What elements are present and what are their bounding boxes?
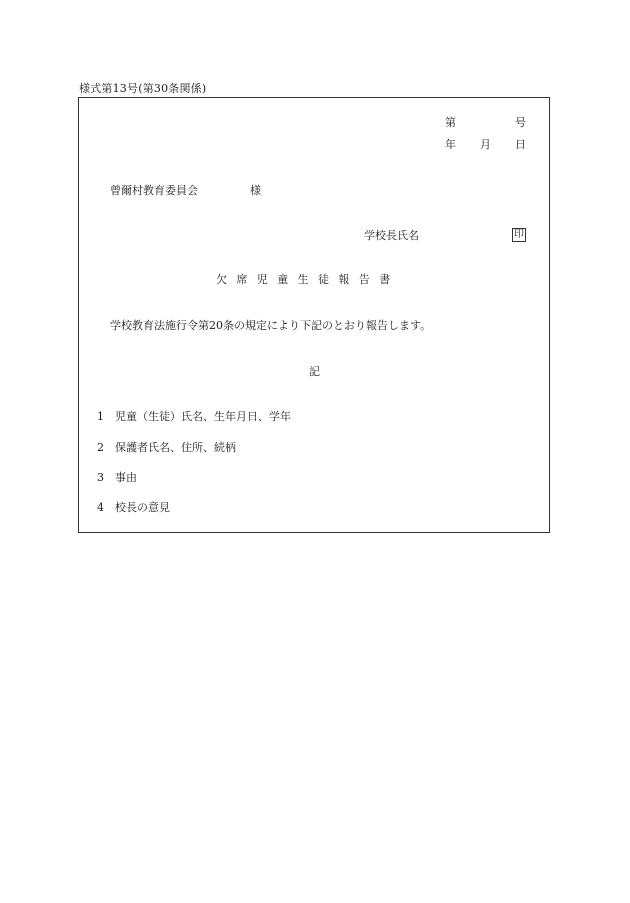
ki-label: 記	[309, 365, 320, 378]
number-go-label: 号	[515, 116, 526, 129]
item-number: 3	[97, 471, 104, 484]
report-frame	[78, 97, 550, 533]
item-text: 事由	[115, 471, 137, 484]
form-number: 様式第13号(第30条関係)	[79, 82, 207, 95]
year-label: 年	[445, 138, 456, 151]
addressee-honorific: 様	[250, 184, 261, 197]
item-number: 2	[97, 441, 104, 454]
body-text: 学校教育法施行令第20条の規定により下記のとおり報告します。	[110, 319, 432, 332]
day-label: 日	[515, 138, 526, 151]
seal-mark: 印	[514, 229, 524, 240]
month-label: 月	[480, 138, 491, 151]
addressee-name: 曾爾村教育委員会	[110, 184, 198, 197]
number-dai-label: 第	[445, 116, 456, 129]
item-text: 校長の意見	[115, 501, 170, 514]
item-number: 1	[97, 410, 104, 423]
item-text: 児童（生徒）氏名、生年月日、学年	[115, 410, 291, 423]
item-text: 保護者氏名、住所、続柄	[115, 441, 236, 454]
item-number: 4	[97, 501, 104, 514]
document-title: 欠席児童生徒報告書	[216, 273, 400, 286]
principal-name-label: 学校長氏名	[364, 229, 419, 242]
